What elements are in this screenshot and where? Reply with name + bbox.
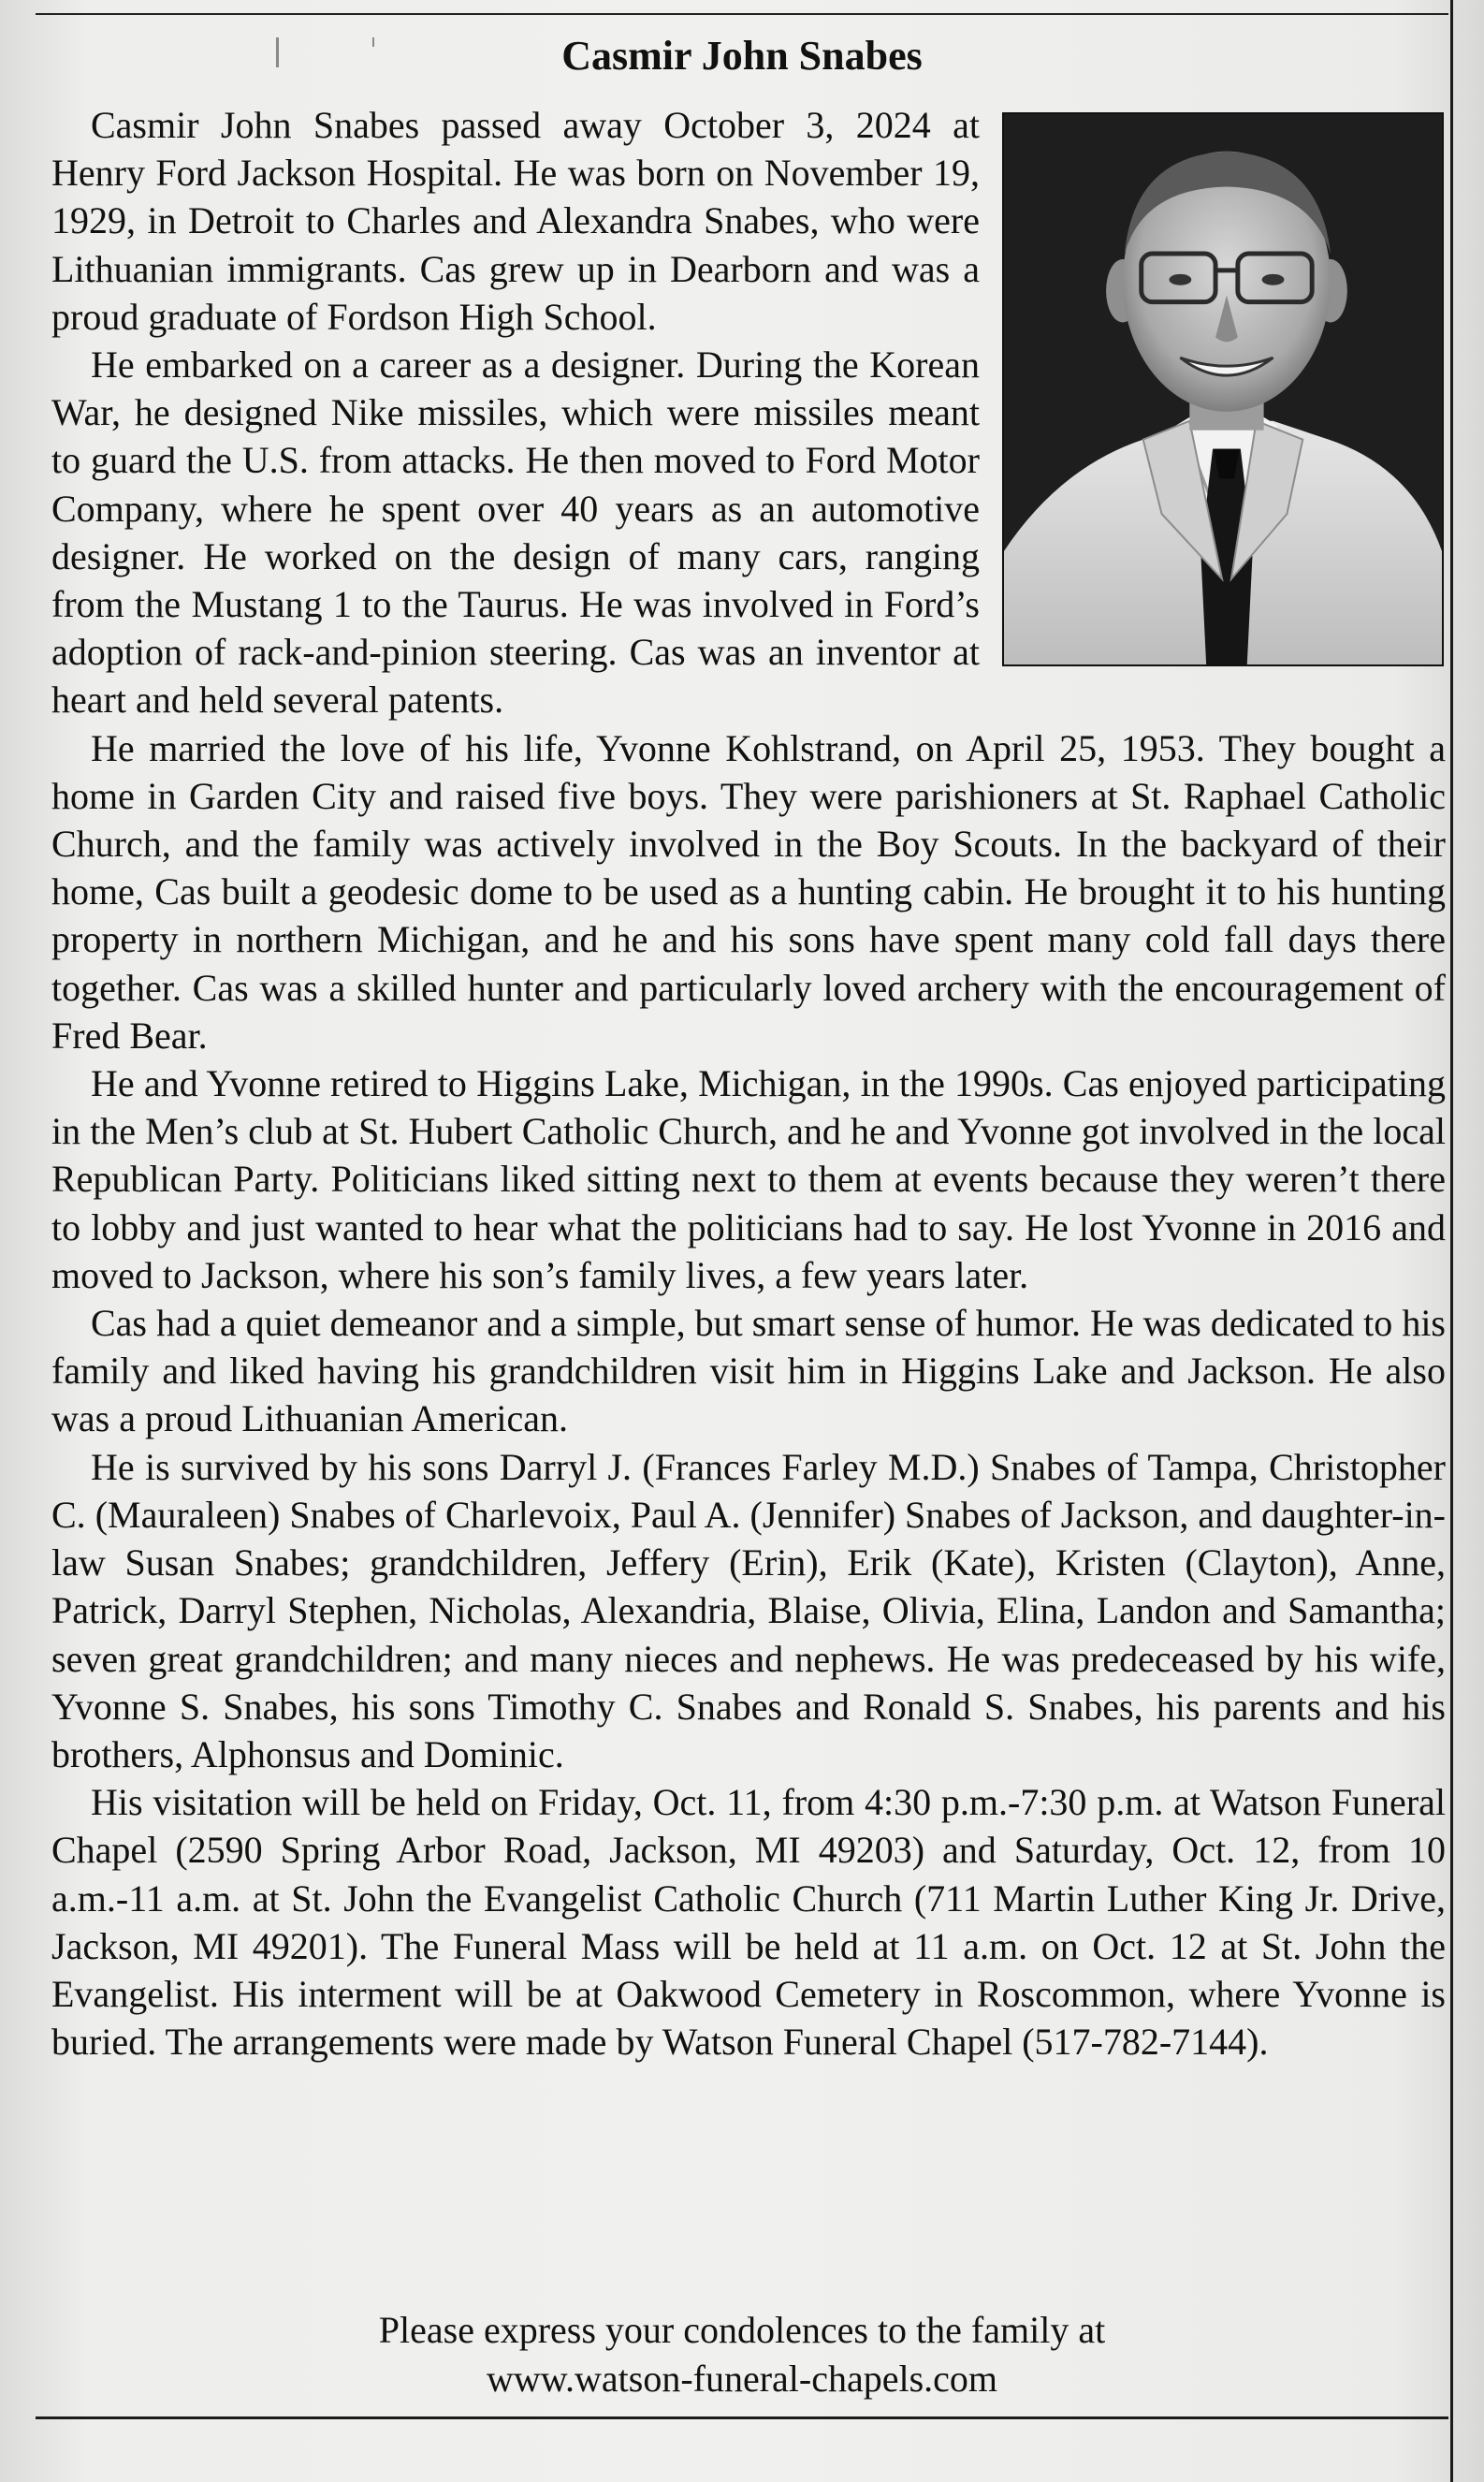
paragraph: He and Yvonne retired to Higgins Lake, Michigan, in the 1990s. Cas enjoyed participating in the Men’s club at St. Hubert Catholic Church, and he and Yvonne got involved in the local Republican Party. Politicians liked sitting next to them at events because they weren’t there to lobby and just wanted to hear what the politicians had to say. He lost Yvonne in 2016 and moved to Jackson, where his son’s family lives, a few years later. <box>51 1062 1446 1296</box>
photo-space <box>980 101 1446 672</box>
obituary-body <box>51 101 1446 2066</box>
paragraph: He is survived by his sons Darryl J. (Frances Farley M.D.) Snabes of Tampa, Christopher C. (Mauraleen) Snabes of Charlevoix, Paul A. (Jennifer) Snabes of Jackson, and daughter-in-law Susan Snabes; grandchildren, Jeffery (Erin), Erik (Kate), Kristen (Clayton), Anne, Patrick, Darryl Stephen, Nicholas, Alexandria, Blaise, Olivia, Elina, Landon and Samantha; seven great grandchildren; and many nieces and nephews. He was predeceased by his wife, Yvonne S. Snabes, his sons Timothy C. Snabes and Ronald S. Snabes, his parents and his brothers, Alphonsus and Dominic. <box>51 1445 1446 1775</box>
bottom-rule <box>36 2416 1448 2419</box>
paragraph: Casmir John Snabes passed away October 3, 2024 at Henry Ford Jackson Hospital. He was born on November 19, 1929, in Detroit to Charles and Alexandra Snabes, who were Lithuanian immigrants. Cas grew up in Dearborn and was a proud graduate of Fordson High School. <box>51 104 980 338</box>
funeral-website-link[interactable]: www.watson-funeral-chapels.com <box>486 2358 998 2400</box>
top-rule <box>36 13 1448 15</box>
paragraph: He embarked on a career as a designer. During the Korean War, he designed Nike missiles, which were missiles meant to guard the U.S. from attacks. He then moved to Ford Motor Company, where he spent over 40 years as an automotive designer. He worked on the design of many cars, ranging from the Mustang 1 to the Taurus. He was involved in Ford’s adoption of rack-and-pinion steering. Cas was an inventor at heart and held several patents. <box>51 343 980 722</box>
condolences-line: Please express your condolences to the family at <box>378 2309 1106 2351</box>
right-column-rule <box>1450 0 1453 2482</box>
paragraph: He married the love of his life, Yvonne Kohlstrand, on April 25, 1953. They bought a home in Garden City and raised five boys. They were parishioners at St. Raphael Catholic Church, and the family was actively involved in the Boy Scouts. In the backyard of their home, Cas built a geodesic dome to be used as a hunting cabin. He brought it to his hunting property in northern Michigan, and he and his sons have spent many cold fall days there together. Cas was a skilled hunter and particularly loved archery with the encouragement of Fred Bear. <box>51 726 1446 1057</box>
condolences-note <box>0 2306 1484 2403</box>
paragraph: Cas had a quiet demeanor and a simple, but smart sense of humor. He was dedicated to his family and liked having his grandchildren visit him in Higgins Lake and Jackson. He also was a proud Lithuanian American. <box>51 1302 1446 1440</box>
paragraph: His visitation will be held on Friday, Oct. 11, from 4:30 p.m.-7:30 p.m. at Watson Funeral Chapel (2590 Spring Arbor Road, Jackson, MI 49203) and Saturday, Oct. 12, from 10 a.m.-11 a.m. at St. John the Evangelist Catholic Church (711 Martin Luther King Jr. Drive, Jackson, MI 49201). The Funeral Mass will be held at 11 a.m. on Oct. 12 at St. John the Evangelist. His interment will be at Oakwood Cemetery in Roscommon, where Yvonne is buried. The arrangements were made by Watson Funeral Chapel (517-782-7144). <box>51 1781 1446 2064</box>
obituary-headline: Casmir John Snabes <box>561 33 923 79</box>
